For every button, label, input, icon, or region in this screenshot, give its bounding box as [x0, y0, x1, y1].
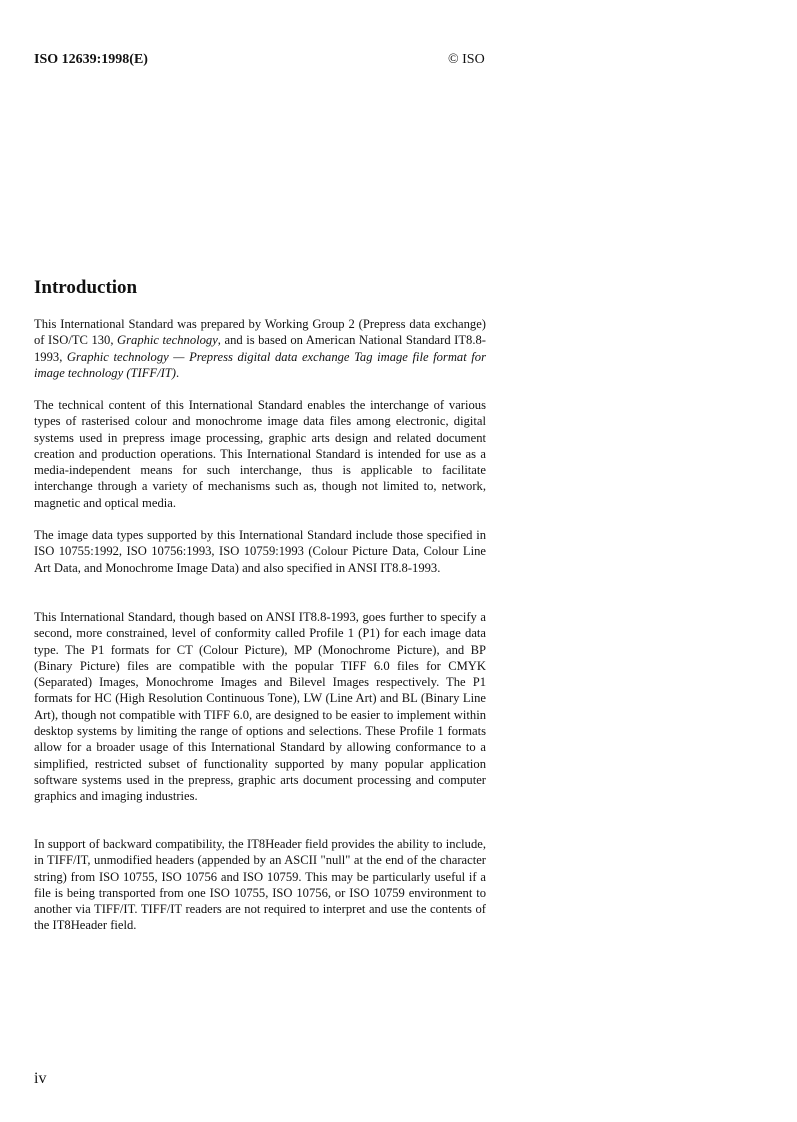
document-id: ISO 12639:1998(E) — [34, 52, 148, 67]
paragraph-3: The image data types supported by this International Standard include those specified in ISO 10755:1992, ISO 10756:1993, ISO 10759:1993 (Colour Picture Data, Colour Line Art Data, and Monochrome Image Data) and also specified in ANSI IT8.8-1993. — [34, 528, 486, 575]
page-number: iv — [34, 1070, 47, 1087]
paragraph-5: In support of backward compatibility, the IT8Header field provides the ability to include, in TIFF/IT, unmodified headers (appended by an ASCII "null" at the end of the character string) from ISO 10755, ISO 10756 and ISO 10759. This may be particularly useful if a file is being transported from one ISO 10755, ISO 10756, or ISO 10759 environment to another via TIFF/IT. TIFF/IT readers are not required to interpret and use the contents of the IT8Header field. — [34, 837, 486, 933]
copyright-notice: © ISO — [448, 52, 485, 67]
paragraph-1-text-c: , and is based on American National Standard IT8.8-1993, — [34, 333, 486, 364]
section-title: Introduction — [34, 277, 138, 298]
paragraph-2: The technical content of this International Standard enables the interchange of various types of rasterised colour and monochrome image data files among electronic, digital systems used in prepress image processing, graphic arts design and related document creation and production operations. This International Standard is intended for use as a media-independent means for such interchange, thus is applicable to facilitate interchange through a variety of mechanisms such as, though not limited to, network, magnetic and optical media. — [34, 398, 486, 510]
paragraph-1 — [34, 316, 486, 381]
paragraph-4: This International Standard, though based on ANSI IT8.8-1993, goes further to specify a second, more constrained, level of conformity called Profile 1 (P1) for each image data type. The P1 formats for CT (Colour Picture), MP (Monochrome Picture), and BP (Binary Picture) files are compatible with the popular TIFF 6.0 files for CMYK (Separated) Images, Monochrome Images and Bilevel Images respectively. The P1 formats for HC (High Resolution Continuous Tone), LW (Line Art) and BL (Binary Line Art), though not compatible with TIFF 6.0, are designed to be easier to implement within desktop systems by limiting the range of options and selections. These Profile 1 formats allow for a broader usage of this International Standard by allowing conformance to a simplified, restricted subset of functionality supported by many popular application software systems used in the prepress, graphic arts document processing and computer graphics and imaging industries. — [34, 610, 486, 804]
paragraph-1-italic-title: Graphic technology — [117, 333, 218, 348]
paragraph-1-italic-standard: Graphic technology — Prepress digital data exchange Tag image file format for image technology (TIFF/IT) — [34, 349, 486, 380]
paragraph-1-text-e: . — [176, 365, 180, 380]
paragraph-1-text-a: This International Standard was prepared by Working Group 2 (Prepress data exchange) of ISO/TC 130, — [34, 317, 486, 348]
